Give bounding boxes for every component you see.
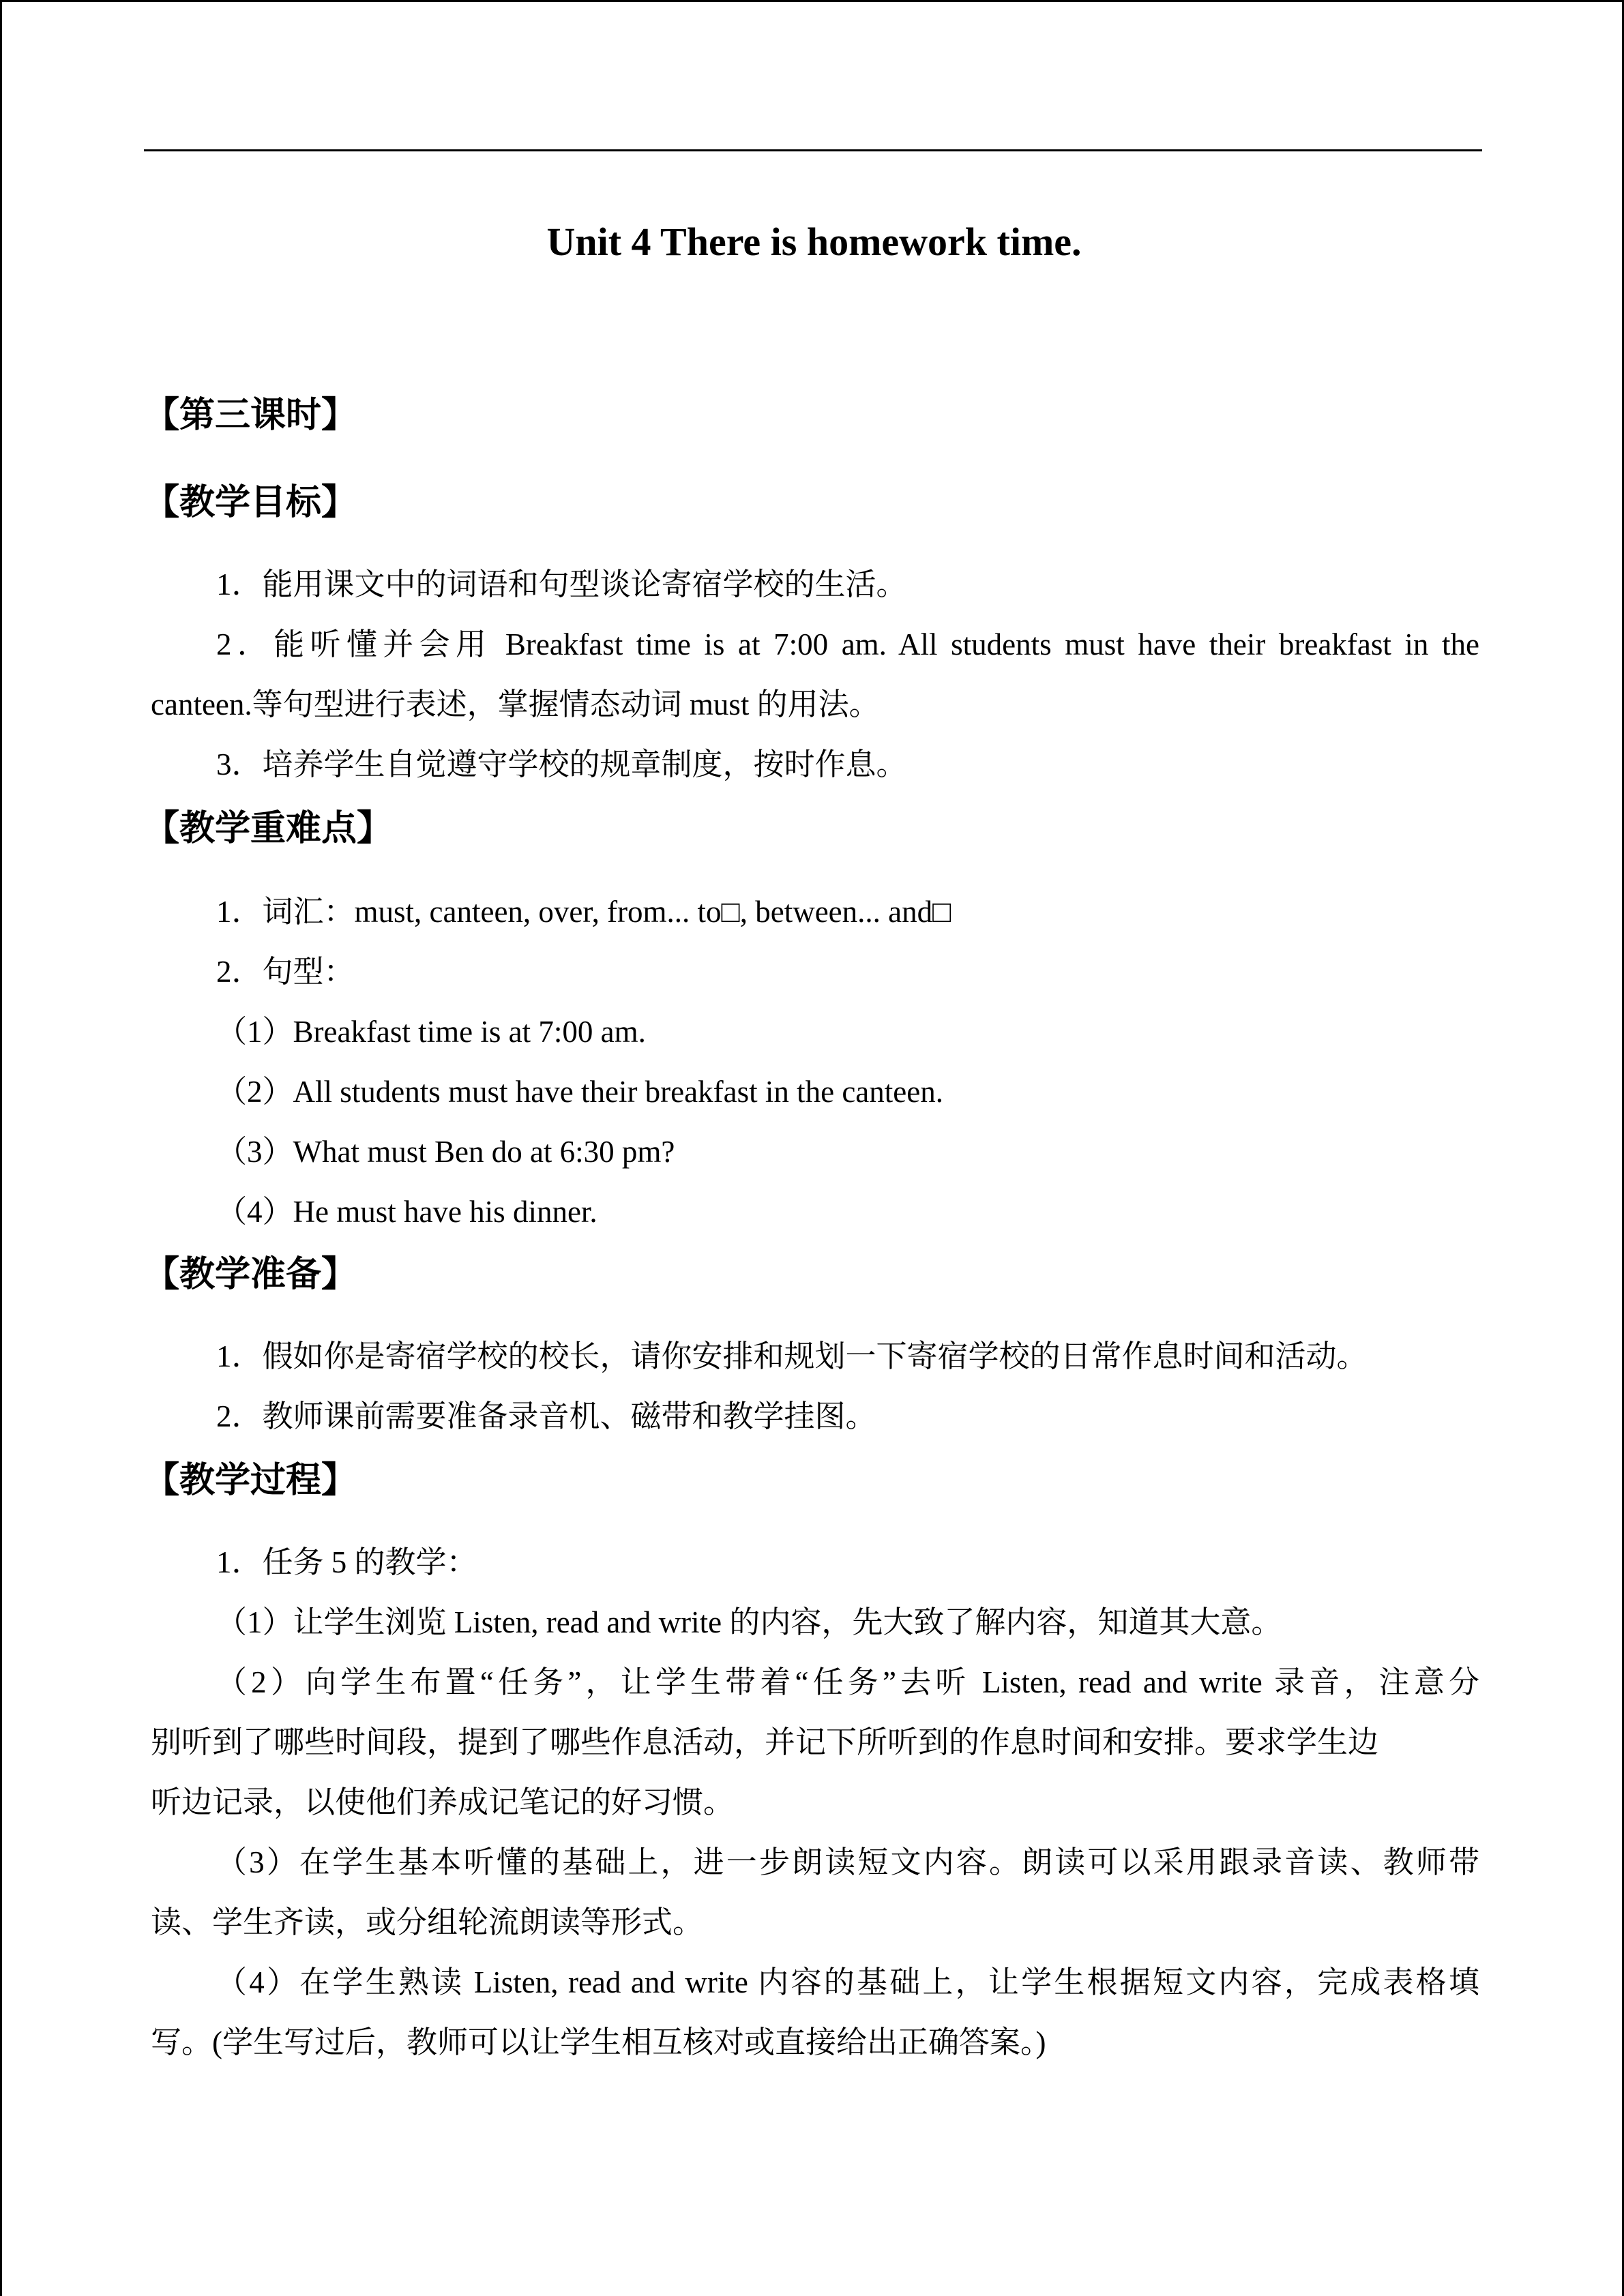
process-step-4: （4）在学生熟读 Listen, read and write 内容的基础上，让学生根据短文内容，完成表格填 <box>216 1965 1479 1999</box>
key-point-sentences: 2．句型： <box>216 955 355 989</box>
objective-item-3: 3．培养学生自觉遵守学校的规章制度，按时作息。 <box>216 747 907 781</box>
lesson-heading: 【第三课时】 <box>144 395 357 436</box>
preparation-item-2: 2．教师课前需要准备录音机、磁带和教学挂图。 <box>216 1399 876 1433</box>
process-step-2: （2）向学生布置“任务”，让学生带着“任务”去听 Listen, read and write 录音，注意分 <box>216 1665 1479 1699</box>
process-step-1: （1）让学生浏览 Listen, read and write 的内容，先大致了解内容，知道其大意。 <box>216 1605 1282 1639</box>
sentence-3: （3）What must Ben do at 6:30 pm? <box>216 1135 675 1169</box>
key-points-heading: 【教学重难点】 <box>144 808 393 849</box>
preparation-heading: 【教学准备】 <box>144 1254 357 1295</box>
objective-item-1: 1．能用课文中的词语和句型谈论寄宿学校的生活。 <box>216 567 907 601</box>
process-step-2-cont-1: 别听到了哪些时间段，提到了哪些作息活动，并记下所听到的作息时间和安排。要求学生边 <box>151 1725 1379 1759</box>
objectives-heading: 【教学目标】 <box>144 482 357 523</box>
process-step-4-cont: 写。(学生写过后，教师可以让学生相互核对或直接给出正确答案。) <box>151 2025 1046 2059</box>
sentence-1: （1）Breakfast time is at 7:00 am. <box>216 1015 646 1049</box>
sentence-4: （4）He must have his dinner. <box>216 1195 597 1229</box>
process-item-1: 1．任务 5 的教学： <box>216 1545 477 1579</box>
page-title: Unit 4 There is homework time. <box>546 220 1082 264</box>
process-step-3: （3）在学生基本听懂的基础上，进一步朗读短文内容。朗读可以采用跟录音读、教师带 <box>216 1845 1479 1879</box>
key-point-vocabulary: 1．词汇：must, canteen, over, from... to□, between... and□ <box>216 895 951 929</box>
process-step-2-cont-2: 听边记录，以使他们养成记笔记的好习惯。 <box>151 1785 735 1819</box>
objective-item-2-cont: canteen.等句型进行表述，掌握情态动词 must 的用法。 <box>151 687 880 721</box>
header-rule <box>144 149 1482 151</box>
objective-item-2: 2．能听懂并会用 Breakfast time is at 7:00 am. All students must have their breakfast in the <box>216 627 1479 661</box>
preparation-item-1: 1．假如你是寄宿学校的校长，请你安排和规划一下寄宿学校的日常作息时间和活动。 <box>216 1339 1368 1373</box>
process-step-3-cont: 读、学生齐读，或分组轮流朗读等形式。 <box>151 1905 704 1939</box>
process-heading: 【教学过程】 <box>144 1460 357 1501</box>
sentence-2: （2）All students must have their breakfast in the canteen. <box>216 1075 943 1109</box>
